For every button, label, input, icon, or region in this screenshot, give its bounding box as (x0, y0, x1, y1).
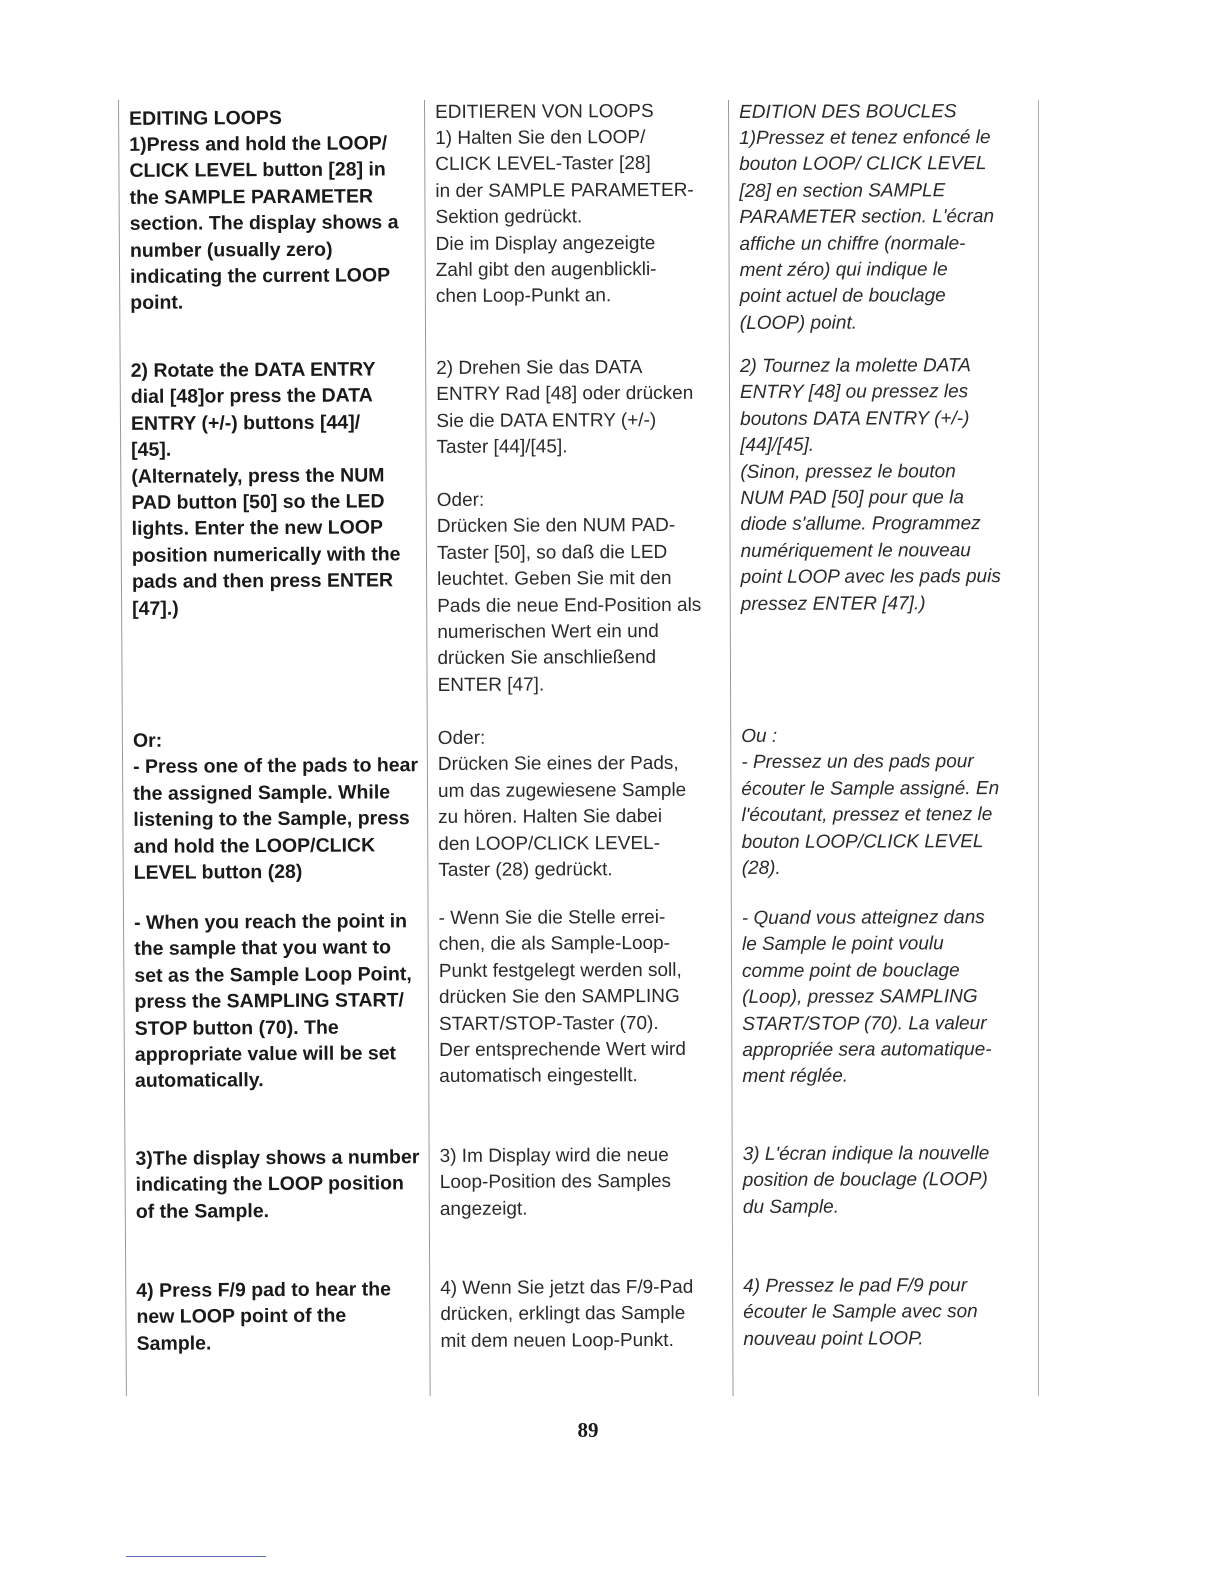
french-step-3: 3) L'écran indique la nouvelle position de bouclage (LOOP) du Sample. (742, 1143, 990, 1218)
german-step-1: 1) Halten Sie den LOOP/ CLICK LEVEL-Taster [28] in der SAMPLE PARAMETER- Sektion gedrückt. Die im Display angezeigte Zahl gibt den augenblickli- chen Loop-Punkt an. (435, 127, 694, 308)
english-or-block: Or: - Press one of the pads to hear the assigned Sample. While listening to the Sample, press and hold the LOOP/CLICK LEVEL button (28) (132, 729, 419, 884)
french-reach-block: - Quand vous atteignez dans le Sample le point voulu comme point de bouclage (Loop), pressez SAMPLING START/STOP (70). La valeur appropriée sera automatique- ment réglée. (741, 907, 992, 1088)
english-step-3: 3)The display shows a number indicating the LOOP position of the Sample. (135, 1146, 420, 1223)
french-step-2: 2) Tournez la molette DATA ENTRY [48] ou pressez les boutons DATA ENTRY (+/-) [44]/[45]. (Sinon, pressez le bouton NUM PAD [50] pour que la diode s'allume. Programmez numériquement le nouveau point LOOP avec les pads puis pressez ENTER [47].) (739, 355, 1001, 615)
english-step-1: 1)Press and hold the LOOP/ CLICK LEVEL button [28] in the SAMPLE PARAMETER section. The display shows a number (usually zero) indicating the current LOOP point. (129, 132, 399, 315)
german-or-block: Oder: Drücken Sie eines der Pads, um das zugewiesene Sample zu hören. Halten Sie dabei den LOOP/CLICK LEVEL- Taster (28) gedrückt. (437, 727, 687, 881)
french-or-block: Ou : - Pressez un des pads pour écouter le Sample assigné. En l'écoutant, pressez et tenez le bouton LOOP/CLICK LEVEL (28). (741, 725, 1000, 879)
german-title: EDITIEREN VON LOOPS (435, 100, 654, 123)
german-step-2: 2) Drehen Sie das DATA ENTRY Rad [48] oder drücken Sie die DATA ENTRY (+/-) Taster [44]/[45]. Oder: Drücken Sie den NUM PAD- Taster [50], so daß die LED leuchtet. Geben Sie mit den Pads die neue End-Position als numerischen Wert ein und drücken Sie anschließend ENTER [47]. (436, 357, 702, 696)
english-step-4: 4) Press F/9 pad to hear the new LOOP point of the Sample. (136, 1278, 392, 1355)
english-column (118, 98, 423, 1396)
german-step-4: 4) Wenn Sie jetzt das F/9-Pad drücken, erklingt das Sample mit dem neuen Loop-Punkt. (440, 1276, 694, 1352)
french-title: EDITION DES BOUCLES (739, 101, 957, 123)
french-step-4: 4) Pressez le pad F/9 pour écouter le Sample avec son nouveau point LOOP. (743, 1275, 978, 1350)
footer-rule (126, 1556, 266, 1557)
english-step-2: 2) Rotate the DATA ENTRY dial [48]or press the DATA ENTRY (+/-) buttons [44]/ [45]. (Alternately, press the NUM PAD button [50] so the LED lights. Enter the new LOOP position numerically with the pads and then press ENTER [47].) (130, 358, 401, 620)
german-column (424, 99, 727, 1396)
english-reach-block: - When you reach the point in the sample that you want to set as the Sample Loop Point, press the SAMPLING START/ STOP button (70). The appropriate value will be set automatically. (133, 910, 412, 1093)
column-right-rule (1038, 100, 1039, 1396)
german-reach-block: - Wenn Sie die Stelle errei- chen, die als Sample-Loop- Punkt festgelegt werden soll, drücken Sie den SAMPLING START/STOP-Taster (70). Der entsprechende Wert wird automatisch eingestellt. (438, 906, 686, 1088)
french-column (728, 99, 1040, 1396)
french-step-1: 1)Pressez et tenez enfoncé le bouton LOOP/ CLICK LEVEL [28] en section SAMPLE PARAMETER section. L'écran affiche un chiffre (normale- ment zéro) qui indique le point actuel de bouclage (LOOP) point. (739, 127, 995, 334)
german-step-3: 3) Im Display wird die neue Loop-Position des Samples angezeigt. (439, 1144, 672, 1220)
page-number: 89 (577, 1418, 599, 1442)
english-title: EDITING LOOPS (129, 106, 282, 130)
